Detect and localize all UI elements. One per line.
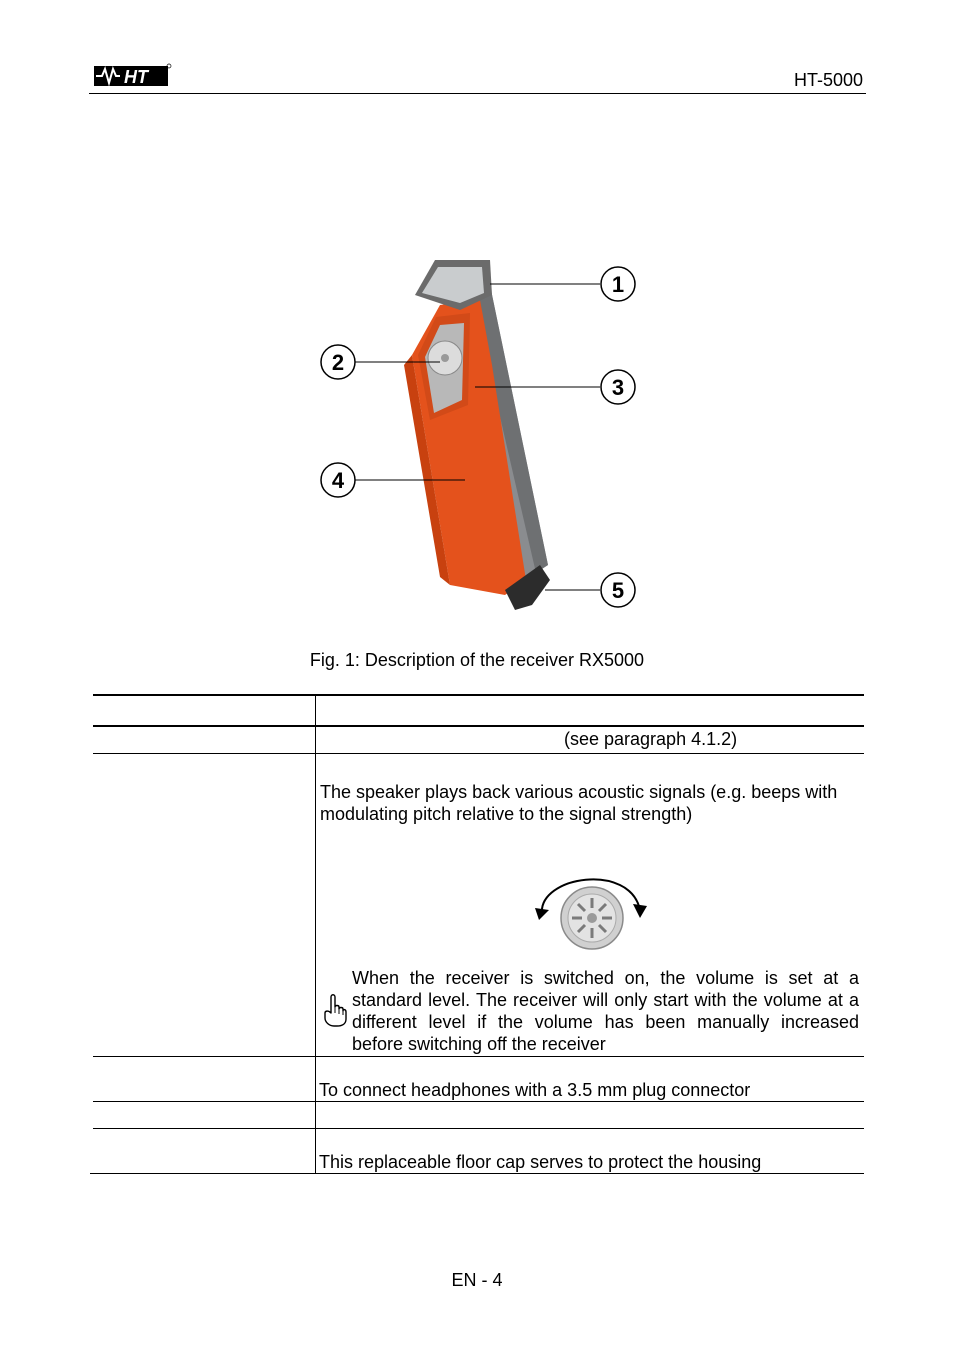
header-divider xyxy=(89,93,866,94)
receiver-figure xyxy=(300,245,660,620)
svg-text:2: 2 xyxy=(331,350,345,375)
table-row-divider xyxy=(93,1128,864,1129)
table-row-divider xyxy=(93,1056,864,1057)
table-top-rule xyxy=(93,694,864,696)
svg-text:3: 3 xyxy=(611,375,625,400)
table-row-divider xyxy=(93,753,864,754)
volume-note: When the receiver is switched on, the volume is set at a standard level. The receiver will only start with the volume at a different level if the volume has been manually increased before switching off the receiver xyxy=(352,968,859,1054)
figure-caption: Fig. 1: Description of the receiver RX5000 xyxy=(309,650,645,670)
page-number: EN - 4 xyxy=(451,1270,503,1290)
svg-text:HT: HT xyxy=(124,67,148,87)
svg-text:4: 4 xyxy=(331,468,345,493)
pointing-hand-icon xyxy=(322,992,348,1028)
callout-2 xyxy=(321,345,355,379)
table-cell-speaker: The speaker plays back various acoustic signals (e.g. beeps with modulating pitch relative to the signal strength) xyxy=(320,782,838,824)
table-cell-headphone-jack: To connect headphones with a 3.5 mm plug connector xyxy=(319,1080,751,1100)
receiver-body xyxy=(404,260,550,610)
callout-4 xyxy=(321,463,355,497)
table-header-rule xyxy=(93,725,864,727)
callout-3 xyxy=(601,370,635,404)
svg-text:5: 5 xyxy=(611,578,625,603)
svg-text:1: 1 xyxy=(611,272,625,297)
model-number: HT-5000 xyxy=(793,70,863,90)
volume-wheel-icon xyxy=(530,858,650,956)
table-cell-display: (see paragraph 4.1.2) xyxy=(564,729,738,749)
table-cell-floor-cap: This replaceable floor cap serves to protect the housing xyxy=(319,1152,762,1172)
callout-1 xyxy=(601,267,635,301)
callout-5 xyxy=(601,573,635,607)
table-column-divider xyxy=(315,695,316,1173)
table-row-divider xyxy=(93,1101,864,1102)
table-bottom-rule xyxy=(90,1173,864,1174)
ht-logo xyxy=(92,60,172,88)
